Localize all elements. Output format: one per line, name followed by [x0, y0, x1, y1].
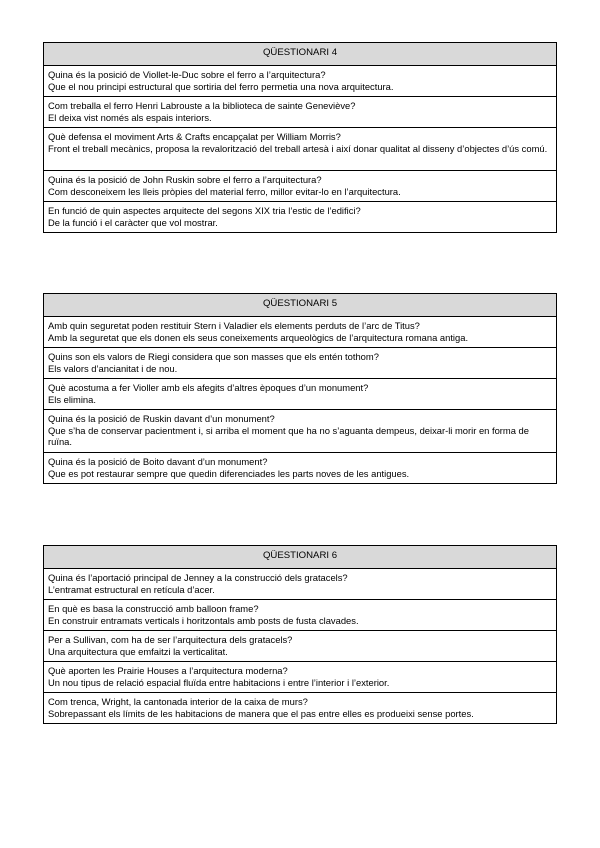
- question-text: Quina és la posició de Ruskin davant d’un monument?: [48, 413, 275, 424]
- answer-text: Els valors d’ancianitat i de nou.: [48, 362, 178, 374]
- question-text: Què aporten les Prairie Houses a l’arquitectura moderna?: [48, 665, 288, 676]
- question-text: En què es basa la construcció amb balloon frame?: [48, 603, 259, 614]
- question-text: Com trenca, Wright, la cantonada interior de la caixa de murs?: [48, 696, 308, 707]
- questionnaire-6: [43, 545, 557, 724]
- question-text: Quina és la posició de Viollet-le-Duc sobre el ferro a l’arquitectura?: [48, 69, 326, 80]
- questionnaire-title: QÜESTIONARI 5: [44, 294, 557, 317]
- questionnaire-4: [43, 42, 557, 233]
- answer-text: En construir entramats verticals i horitzontals amb posts de fusta clavades.: [48, 614, 359, 626]
- question-row: [44, 202, 557, 233]
- question-text: En funció de quin aspectes arquitecte del segons XIX tria l’estic de l’edifici?: [48, 205, 361, 216]
- answer-text: Sobrepassant els límits de les habitacions de manera que el pas entre elles es produeixi sense portes.: [48, 707, 474, 719]
- question-text: Per a Sullivan, com ha de ser l’arquitectura dels gratacels?: [48, 634, 293, 645]
- question-text: Quina és l’aportació principal de Jenney a la construcció dels gratacels?: [48, 572, 348, 583]
- question-text: Què defensa el moviment Arts & Crafts encapçalat per William Morris?: [48, 131, 341, 142]
- question-row: [44, 410, 557, 453]
- question-text: Què acostuma a fer Violler amb els afegits d’altres èpoques d’un monument?: [48, 382, 369, 393]
- question-row: [44, 171, 557, 202]
- question-row: [44, 66, 557, 97]
- answer-text: Amb la seguretat que els donen els seus coneixements arqueològics de l’arquitectura romana antiga.: [48, 331, 469, 343]
- answer-text: Com desconeixem les lleis pròpies del material ferro, millor evitar-lo en l’arquitectura.: [48, 185, 401, 197]
- question-row: [44, 453, 557, 484]
- question-row: [44, 569, 557, 600]
- question-row: [44, 128, 557, 171]
- answer-text: Que es pot restaurar sempre que quedin diferenciades les parts noves de les antigues.: [48, 467, 410, 479]
- question-row: [44, 379, 557, 410]
- question-text: Com treballa el ferro Henri Labrouste a la biblioteca de sainte Geneviève?: [48, 100, 356, 111]
- question-row: [44, 348, 557, 379]
- question-row: [44, 97, 557, 128]
- question-text: Quina és la posició de John Ruskin sobre el ferro a l’arquitectura?: [48, 174, 322, 185]
- questionnaire-5: [43, 293, 557, 484]
- question-row: [44, 600, 557, 631]
- answer-text: El deixa vist només als espais interiors.: [48, 111, 212, 123]
- answer-text: Un nou tipus de relació espacial fluïda entre habitacions i entre l’interior i l’exterior.: [48, 676, 390, 688]
- question-row: [44, 693, 557, 724]
- question-text: Quins son els valors de Riegi considera que son masses que els entén tothom?: [48, 351, 379, 362]
- answer-text: Front el treball mecànics, proposa la revalorització del treball artesà i així donar qualitat al disseny d’objectes d’ús comú.: [48, 142, 548, 154]
- question-row: [44, 317, 557, 348]
- answer-text: L’entramat estructural en retícula d’acer.: [48, 583, 215, 595]
- question-text: Quina és la posició de Boito davant d’un monument?: [48, 456, 268, 467]
- questionnaire-title: QÜESTIONARI 6: [44, 546, 557, 569]
- answer-text: Els elimina.: [48, 393, 96, 405]
- answer-text: Que s’ha de conservar pacientment i, si arriba el moment que ha no s’aguanta dempeus, deixar-li morir en forma de ruïna.: [48, 424, 529, 448]
- answer-text: Una arquitectura que emfaitzi la verticalitat.: [48, 645, 228, 657]
- answer-text: De la funció i el caràcter que vol mostrar.: [48, 216, 218, 228]
- question-text: Amb quin seguretat poden restituir Stern i Valadier els elements perduts de l’arc de Titus?: [48, 320, 420, 331]
- answer-text: Que el nou principi estructural que sortiria del ferro permetia una nova arquitectura.: [48, 80, 394, 92]
- question-row: [44, 631, 557, 662]
- question-row: [44, 662, 557, 693]
- questionnaire-title: QÜESTIONARI 4: [44, 43, 557, 66]
